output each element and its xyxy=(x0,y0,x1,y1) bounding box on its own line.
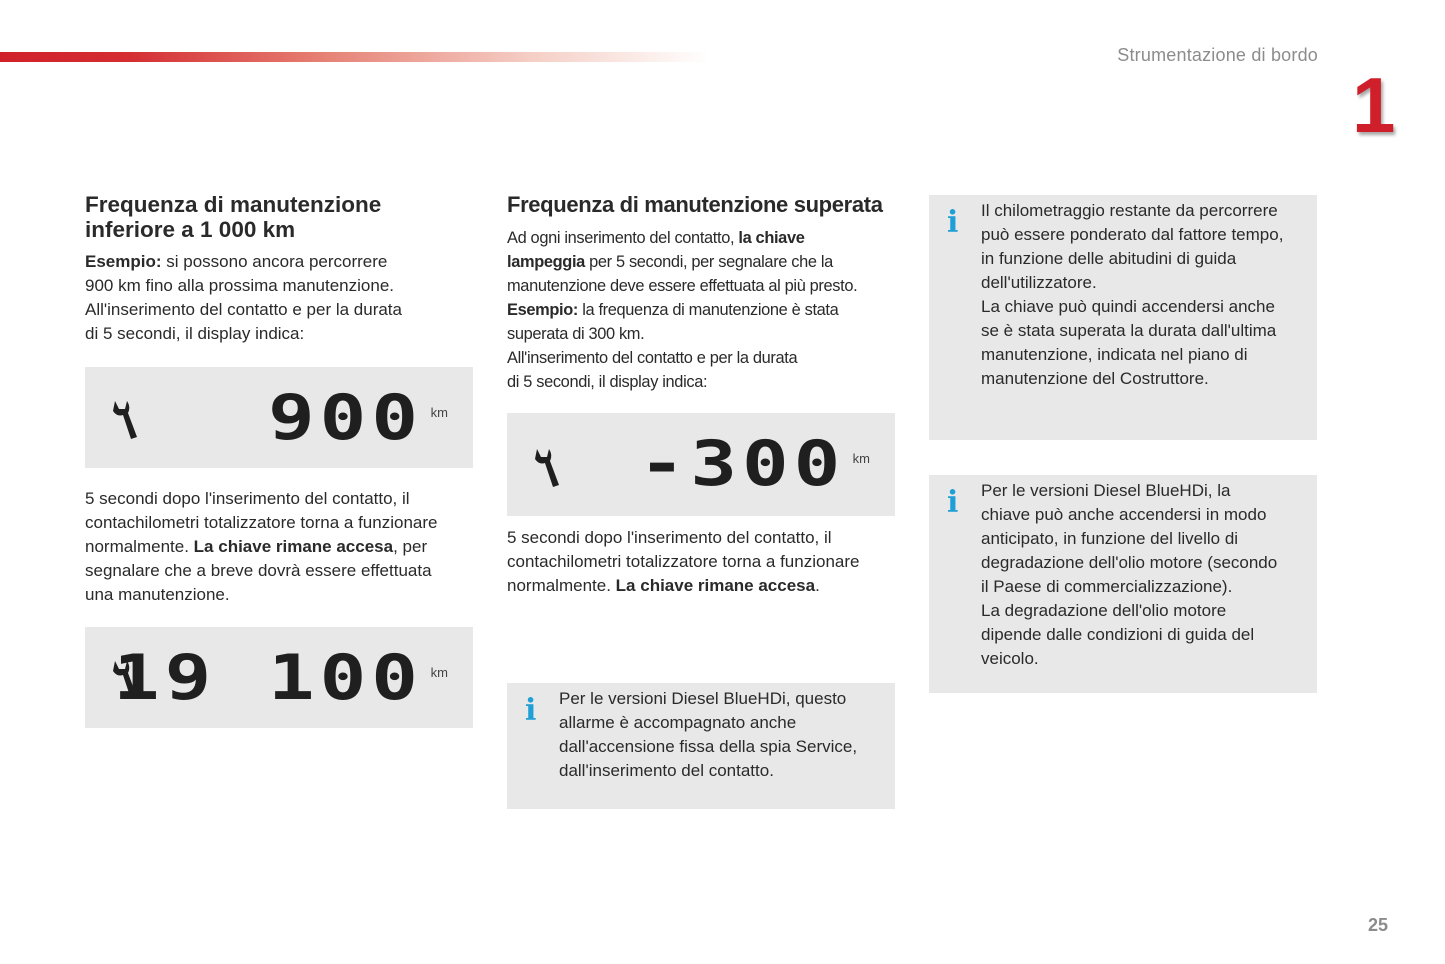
middle-title-text: Frequenza di manutenzione superata xyxy=(507,192,883,217)
info-text: dipende dalle condizioni di guida del xyxy=(981,625,1255,644)
info-icon: i xyxy=(947,205,959,240)
after-text-bold: La chiave rimane accesa xyxy=(615,576,816,595)
page-number: 25 xyxy=(1368,915,1389,935)
odometer-unit: km xyxy=(430,405,448,420)
wrench-icon xyxy=(531,445,561,491)
example-label: Esempio: xyxy=(85,252,162,271)
chapter-number: 1 xyxy=(1352,61,1396,149)
info-box-mileage xyxy=(929,195,1317,440)
after-text: segnalare che a breve dovrà essere effettuata xyxy=(85,561,432,580)
odometer-display-minus300 xyxy=(507,413,895,516)
after-text-bold: La chiave rimane accesa xyxy=(193,537,394,556)
info-text: se è stata superata la durata dall'ultima xyxy=(981,321,1277,340)
info-text: Il chilometraggio restante da percorrere xyxy=(981,201,1278,220)
info-text: chiave può anche accendersi in modo xyxy=(981,505,1267,524)
left-after-text xyxy=(85,487,475,607)
intro-text-bold: lampeggia xyxy=(507,253,585,271)
info-text: degradazione dell'olio motore (secondo xyxy=(981,553,1278,572)
after-text: normalmente. xyxy=(507,576,616,595)
info-box-service-light xyxy=(507,683,895,809)
example-text: di 5 secondi, il display indica: xyxy=(85,324,305,343)
header-accent-bar xyxy=(0,52,710,62)
left-title-line1: Frequenza di manutenzione xyxy=(85,192,382,217)
info-text: in funzione delle abitudini di guida xyxy=(981,249,1237,268)
intro-text: manutenzione deve essere effettuata al più presto. xyxy=(507,277,858,295)
odometer-unit: km xyxy=(430,665,448,680)
odometer-display-900 xyxy=(85,367,473,468)
info-text: allarme è accompagnato anche xyxy=(559,713,797,732)
middle-after-text xyxy=(507,526,897,598)
info-text: veicolo. xyxy=(981,649,1039,668)
intro-text: di 5 secondi, il display indica: xyxy=(507,373,708,391)
after-text: contachilometri totalizzatore torna a funzionare xyxy=(507,552,860,571)
info-text: La chiave può quindi accendersi anche xyxy=(981,297,1275,316)
info-text: dall'inserimento del contatto. xyxy=(559,761,774,780)
info-text: manutenzione, indicata nel piano di xyxy=(981,345,1248,364)
odometer-unit: km xyxy=(852,451,870,466)
info-text: manutenzione del Costruttore. xyxy=(981,369,1209,388)
intro-text: per 5 secondi, per segnalare che la xyxy=(584,253,833,271)
info-box-oil-degradation xyxy=(929,475,1317,693)
section-title: Strumentazione di bordo xyxy=(1117,45,1318,65)
after-text: normalmente. xyxy=(85,537,194,556)
info-text: Per le versioni Diesel BlueHDi, questo xyxy=(559,689,847,708)
info-text: dall'accensione fissa della spia Service, xyxy=(559,737,858,756)
intro-text-bold: la chiave xyxy=(738,229,805,247)
intro-text: All'inserimento del contatto e per la durata xyxy=(507,349,798,367)
example-text: si possono ancora percorrere xyxy=(161,252,388,271)
wrench-icon xyxy=(109,397,139,443)
example-text: All'inserimento del contatto e per la durata xyxy=(85,300,402,319)
left-title xyxy=(85,192,475,242)
info-icon: i xyxy=(525,693,537,728)
after-text: contachilometri totalizzatore torna a funzionare xyxy=(85,513,438,532)
odometer-display-19100 xyxy=(85,627,473,728)
info-text: può essere ponderato dal fattore tempo, xyxy=(981,225,1284,244)
odometer-value: 900 xyxy=(268,381,423,454)
left-title-line2: inferiore a 1 000 km xyxy=(85,217,296,242)
intro-text: la frequenza di manutenzione è stata xyxy=(577,301,839,319)
intro-text: superata di 300 km. xyxy=(507,325,645,343)
intro-text: Ad ogni inserimento del contatto, xyxy=(507,229,739,247)
info-text: il Paese di commercializzazione). xyxy=(981,577,1233,596)
info-icon: i xyxy=(947,485,959,520)
left-example-text xyxy=(85,250,475,346)
after-text: . xyxy=(815,576,820,595)
after-text: 5 secondi dopo l'inserimento del contatto, il xyxy=(507,528,832,547)
odometer-value: 19 100 xyxy=(113,641,423,714)
after-text: una manutenzione. xyxy=(85,585,230,604)
info-text: anticipato, in funzione del livello di xyxy=(981,529,1239,548)
odometer-value: -300 xyxy=(638,427,845,500)
info-text: Per le versioni Diesel BlueHDi, la xyxy=(981,481,1231,500)
example-text: 900 km fino alla prossima manutenzione. xyxy=(85,276,394,295)
middle-title xyxy=(507,192,897,217)
info-text: La degradazione dell'olio motore xyxy=(981,601,1227,620)
info-text: dell'utilizzatore. xyxy=(981,273,1097,292)
middle-intro-text xyxy=(507,226,897,394)
example-label: Esempio: xyxy=(507,301,578,319)
after-text: , per xyxy=(393,537,428,556)
after-text: 5 secondi dopo l'inserimento del contatto, il xyxy=(85,489,410,508)
